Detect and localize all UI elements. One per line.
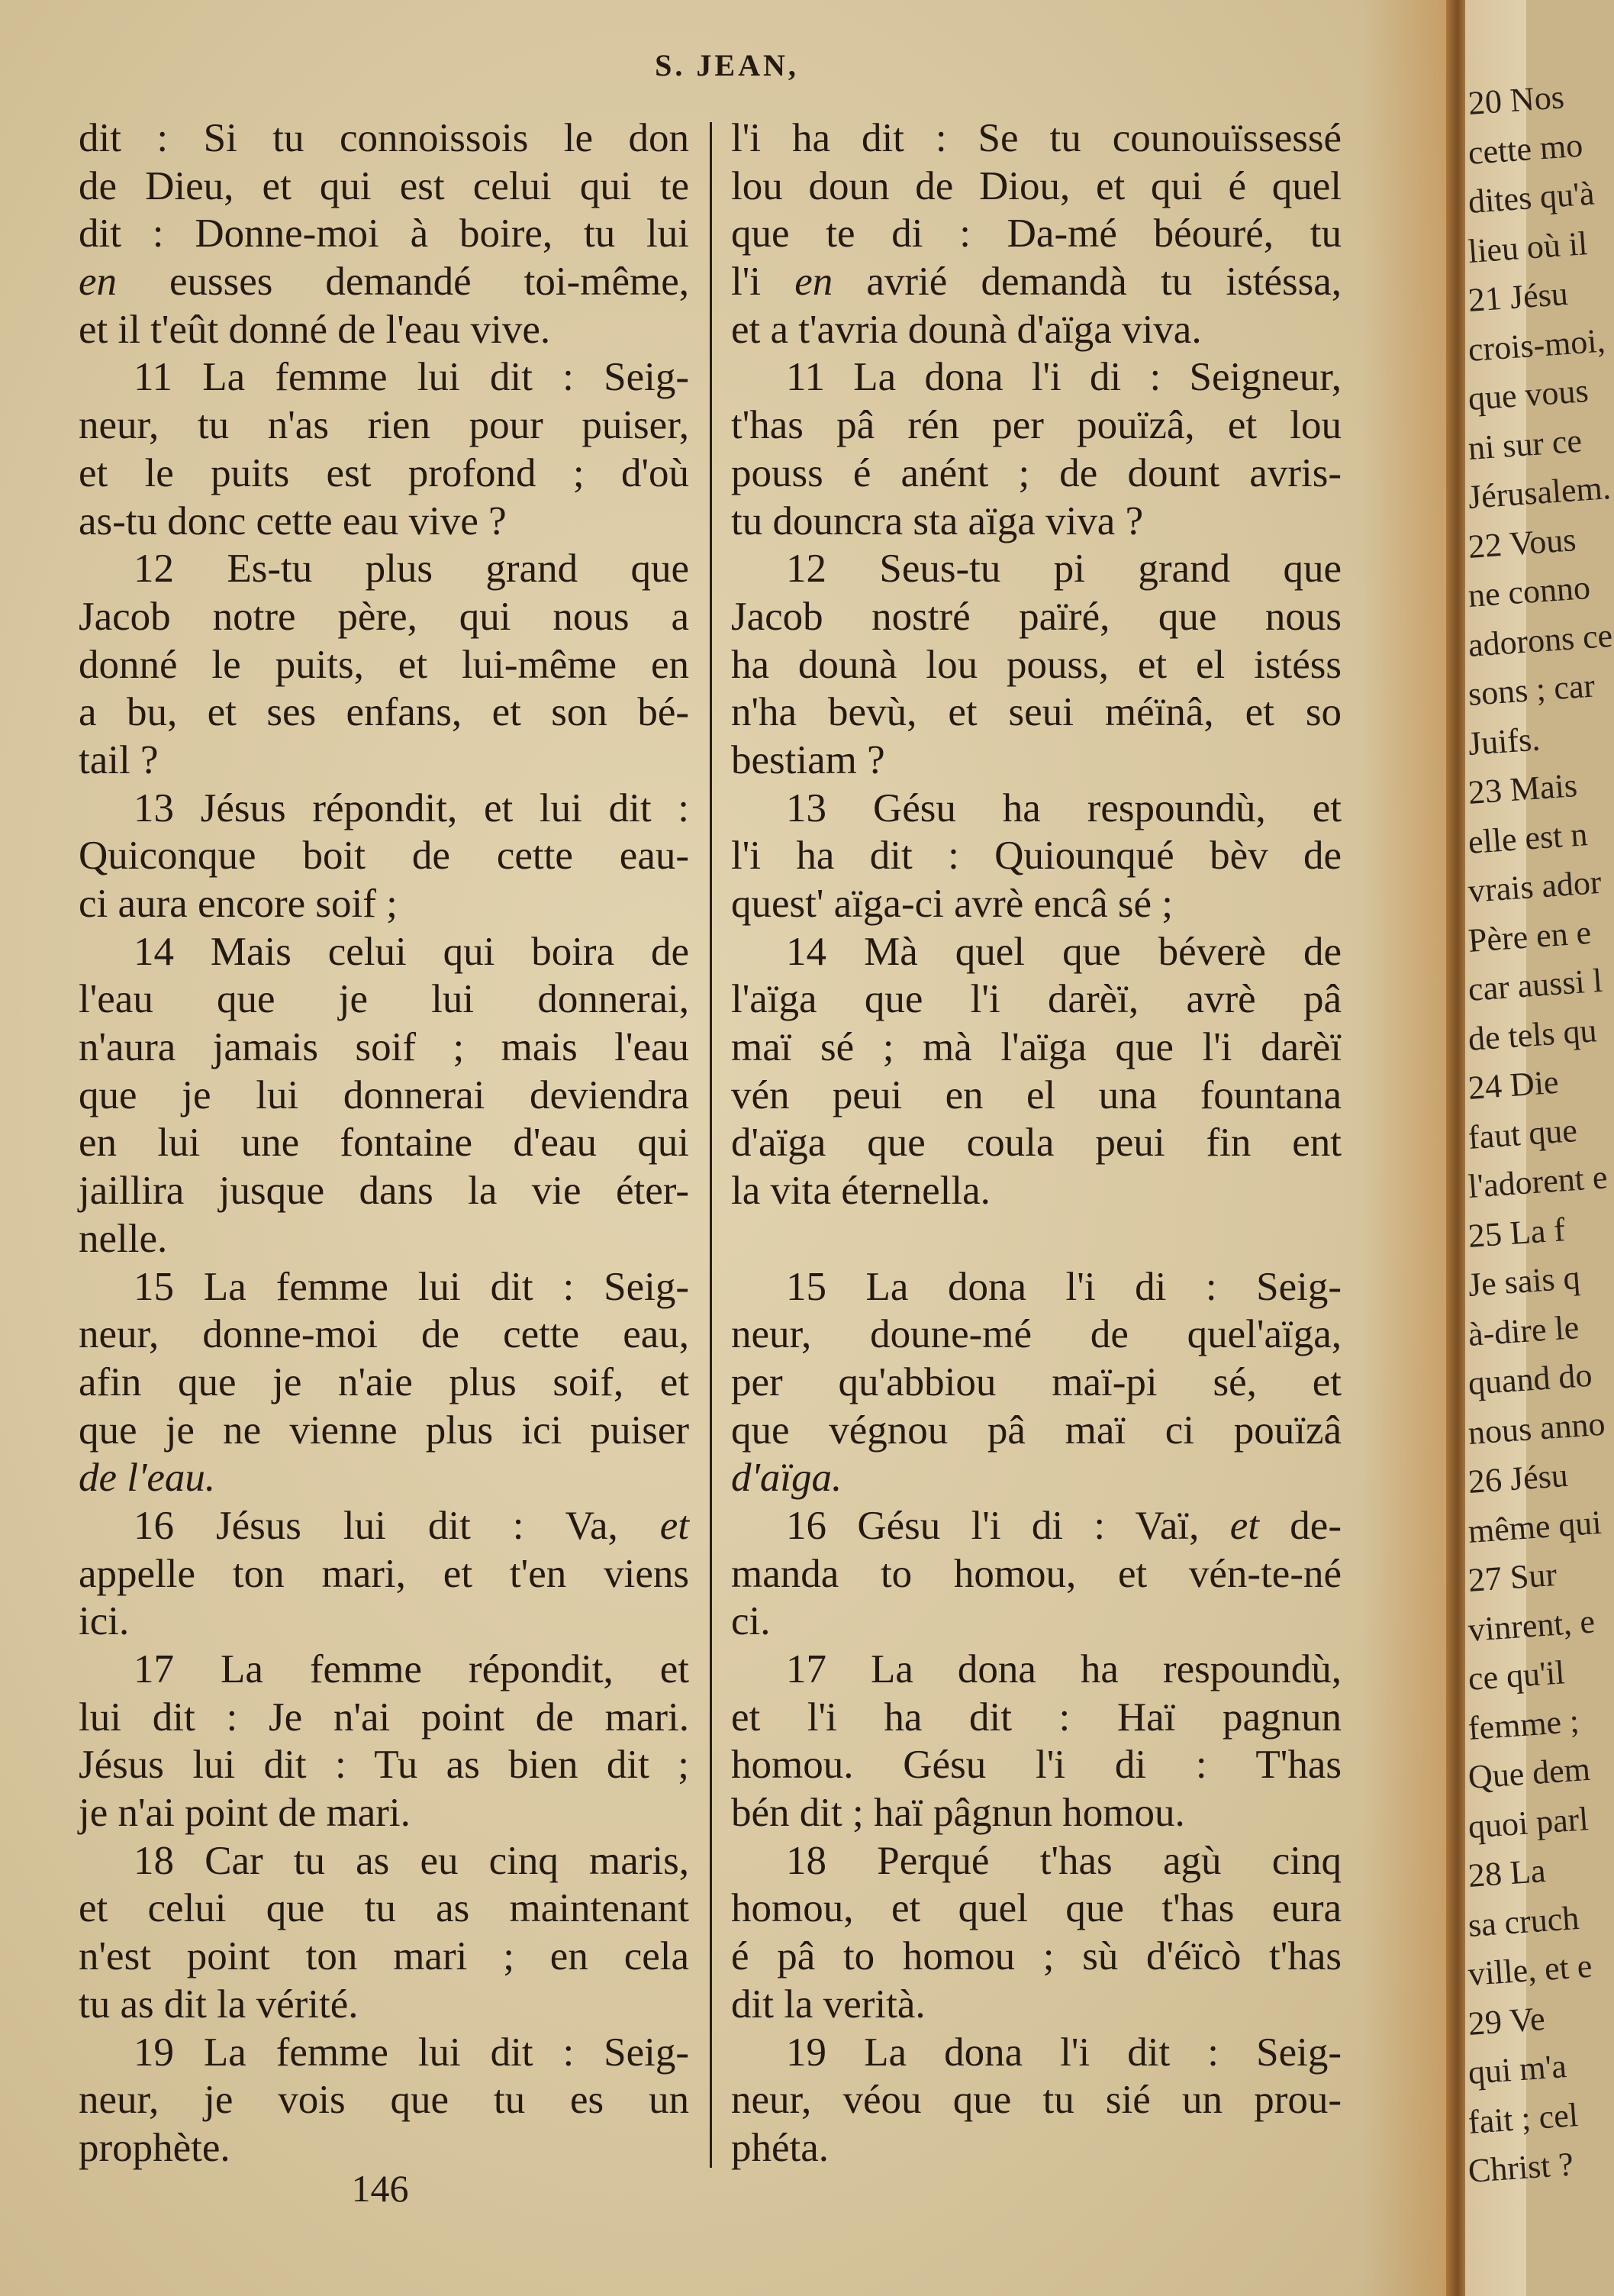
nicard-text-line: d'aïga que coula peui fin ent: [731, 1121, 1342, 1166]
french-text-line: l'eau que je lui donnerai,: [79, 977, 689, 1022]
nicard-text-line: que te di : Da-mé béouré, tu: [731, 211, 1342, 256]
nicard-text-line: bén dit ; haï pâgnun homou.: [731, 1791, 1185, 1836]
facing-page-fragment: ville, et e: [1467, 1946, 1593, 1993]
facing-page-fragment: même qui: [1467, 1503, 1603, 1550]
facing-page-edge: [1465, 0, 1614, 2296]
facing-page-fragment: à-dire le: [1467, 1308, 1580, 1353]
french-text-line: dit : Si tu connoissois le don: [79, 116, 689, 160]
french-text-line: 15 La femme lui dit : Seig-: [134, 1264, 689, 1309]
nicard-text-line: t'has pâ rén per pouïzâ, et lou: [731, 403, 1342, 448]
nicard-text-line: d'aïga.: [731, 1456, 842, 1501]
nicard-text-line: vén peui en el una fountana: [731, 1072, 1342, 1117]
facing-page-fragment: femme ;: [1467, 1701, 1580, 1747]
nicard-text-line: ci.: [731, 1599, 771, 1644]
french-text-line: 12 Es-tu plus grand que: [134, 547, 689, 592]
nicard-text-line: 14 Mà quel que béverè de: [786, 929, 1342, 974]
nicard-column: [731, 114, 1342, 2172]
facing-page-fragment: fait ; cel: [1467, 2095, 1580, 2141]
french-text-line: et il t'eût donné de l'eau vive.: [79, 307, 551, 352]
french-text-line: de l'eau.: [79, 1456, 216, 1501]
nicard-text-line: 18 Perqué t'has agù cinq: [786, 1838, 1342, 1883]
nicard-text-line: ha dounà lou pouss, et el istéss: [731, 642, 1342, 687]
nicard-text-line: quest' aïga-ci avrè encâ sé ;: [731, 882, 1173, 926]
nicard-text-line: pouss é anént ; de dount avris-: [731, 450, 1342, 495]
nicard-text-line: n'ha bevù, et seui méïnâ, et so: [731, 690, 1342, 735]
french-text-line: je n'ai point de mari.: [79, 1791, 411, 1836]
facing-page-fragment: vinrent, e: [1467, 1601, 1596, 1649]
facing-page-fragment: de tels qu: [1467, 1011, 1598, 1058]
facing-page-fragment: car aussi l: [1467, 961, 1604, 1008]
nicard-text-line: é pâ to homou ; sù d'éïcò t'has: [731, 1934, 1342, 1979]
nicard-text-line: 13 Gésu ha respoundù, et: [786, 785, 1342, 830]
french-text-line: ci aura encore soif ;: [79, 882, 398, 926]
nicard-text-line: et a t'avria dounà d'aïga viva.: [731, 307, 1202, 352]
nicard-text-line: et l'i ha dit : Haï pagnun: [731, 1695, 1342, 1740]
facing-page-fragment: quoi parl: [1467, 1799, 1590, 1846]
facing-page-fragment: Père en e: [1467, 913, 1593, 959]
french-text-line: 13 Jésus répondit, et lui dit :: [134, 785, 689, 830]
nicard-text-line: l'aïga que l'i darèï, avrè pâ: [731, 977, 1342, 1022]
french-text-line: a bu, et ses enfans, et son bé-: [79, 690, 689, 735]
nicard-text-line: phéta.: [731, 2125, 830, 2170]
facing-page-fragment: vrais ador: [1467, 863, 1603, 910]
facing-page-fragment: ni sur ce: [1467, 421, 1583, 467]
facing-page-fragment: 24 Die: [1467, 1063, 1560, 1107]
nicard-text-line: l'i ha dit : Se tu counouïssessé: [731, 116, 1342, 160]
facing-page-fragment: cette mo: [1467, 126, 1584, 172]
nicard-text-line: bestiam ?: [731, 737, 885, 782]
nicard-text-line: manda to homou, et vén-te-né: [731, 1551, 1342, 1596]
french-text-line: Jacob notre père, qui nous a: [79, 594, 689, 639]
french-text-line: et le puits est profond ; d'où: [79, 450, 689, 495]
facing-page-fragment: 21 Jésu: [1467, 274, 1570, 319]
french-text-line: prophète.: [79, 2125, 230, 2170]
french-text-line: Quiconque boit de cette eau-: [79, 834, 689, 879]
facing-page-fragment: 22 Vous: [1467, 520, 1577, 566]
nicard-text-line: 12 Seus-tu pi grand que: [786, 547, 1342, 592]
nicard-text-line: homou, et quel que t'has eura: [731, 1886, 1342, 1931]
nicard-text-line: 11 La dona l'i di : Seigneur,: [786, 355, 1342, 400]
french-text-line: 16 Jésus lui dit : Va, et: [134, 1503, 689, 1548]
facing-page-fragment: Christ ?: [1467, 2145, 1575, 2190]
french-text-line: afin que je n'aie plus soif, et: [79, 1359, 689, 1404]
french-text-line: Jésus lui dit : Tu as bien dit ;: [79, 1743, 689, 1788]
facing-page-fragment: 27 Sur: [1467, 1555, 1558, 1599]
nicard-text-line: dit la verità.: [731, 1982, 926, 2027]
facing-page-fragment: que vous: [1467, 372, 1590, 418]
french-text-line: en lui une fontaine d'eau qui: [79, 1121, 689, 1166]
french-text-line: 11 La femme lui dit : Seig-: [134, 355, 689, 400]
facing-page-fragment: adorons ce: [1467, 616, 1614, 664]
facing-page-fragment: faut que: [1467, 1111, 1579, 1156]
french-text-line: as-tu donc cette eau vive ?: [79, 498, 507, 543]
facing-page-fragment: sa cruch: [1467, 1898, 1580, 1944]
facing-page-fragment: Je sais q: [1467, 1258, 1582, 1304]
nicard-text-line: l'i ha dit : Quiounqué bèv de: [731, 834, 1342, 879]
french-text-line: lui dit : Je n'ai point de mari.: [79, 1695, 689, 1740]
facing-page-fragment: elle est n: [1467, 814, 1589, 861]
french-text-line: jaillira jusque dans la vie éter-: [79, 1169, 689, 1214]
facing-page-fragment: 23 Mais: [1467, 766, 1579, 811]
facing-page-fragment: qui m'a: [1467, 2047, 1568, 2091]
french-text-line: et celui que tu as maintenant: [79, 1886, 689, 1931]
facing-page-fragment: 25 La f: [1467, 1210, 1567, 1255]
nicard-text-line: homou. Gésu l'i di : T'has: [731, 1743, 1342, 1788]
facing-page-fragment: quand do: [1467, 1356, 1593, 1402]
nicard-text-line: neur, doune-mé de quel'aïga,: [731, 1312, 1342, 1357]
french-text-line: appelle ton mari, et t'en viens: [79, 1551, 689, 1596]
page-number: 146: [351, 2167, 409, 2210]
facing-page-fragment: dites qu'à: [1467, 174, 1596, 221]
french-text-line: 19 La femme lui dit : Seig-: [134, 2030, 689, 2075]
nicard-text-line: 19 La dona l'i dit : Seig-: [786, 2030, 1342, 2075]
french-text-line: neur, donne-moi de cette eau,: [79, 1312, 689, 1357]
nicard-text-line: maï sé ; mà l'aïga que l'i darèï: [731, 1025, 1342, 1070]
nicard-text-line: 17 La dona ha respoundù,: [786, 1647, 1342, 1691]
facing-page-fragment: crois-moi,: [1467, 321, 1606, 369]
nicard-text-line: neur, véou que tu sié un prou-: [731, 2078, 1342, 2123]
nicard-text-line: [731, 1215, 1342, 1263]
french-text-line: de Dieu, et qui est celui qui te: [79, 163, 689, 208]
french-text-line: en eusses demandé toi-même,: [79, 260, 689, 305]
french-text-line: 17 La femme répondit, et: [134, 1647, 689, 1691]
facing-page-fragment: 26 Jésu: [1467, 1456, 1570, 1501]
nicard-text-line: 16 Gésu l'i di : Vaï, et de-: [786, 1503, 1342, 1548]
facing-page-fragment: lieu où il: [1467, 224, 1589, 270]
facing-page-fragment: Jérusalem.: [1467, 469, 1612, 516]
facing-page-fragment: l'adorent e: [1467, 1158, 1609, 1205]
french-text-line: n'est point ton mari ; en cela: [79, 1934, 689, 1979]
nicard-text-line: lou doun de Diou, et qui é quel: [731, 163, 1342, 208]
facing-page-fragment: 28 La: [1467, 1851, 1547, 1895]
french-text-line: neur, je vois que tu es un: [79, 2078, 689, 2123]
nicard-text-line: per qu'abbiou maï-pi sé, et: [731, 1359, 1342, 1404]
facing-page-fragment: ne conno: [1467, 568, 1592, 614]
facing-page-fragment: Que dem: [1467, 1749, 1592, 1796]
facing-page-fragment: 20 Nos: [1467, 78, 1566, 122]
french-text-line: dit : Donne-moi à boire, tu lui: [79, 211, 689, 256]
french-text-line: donné le puits, et lui-même en: [79, 642, 689, 687]
nicard-text-line: l'i en avrié demandà tu istéssa,: [731, 260, 1342, 305]
nicard-text-line: tu douncra sta aïga viva ?: [731, 498, 1144, 543]
facing-page-fragment: sons ; car: [1467, 666, 1596, 713]
nicard-text-line: que végnou pâ maï ci pouïzâ: [731, 1408, 1342, 1453]
french-text-line: neur, tu n'as rien pour puiser,: [79, 403, 689, 448]
facing-page-fragment: ce qu'il: [1467, 1653, 1566, 1698]
french-text-line: que je ne vienne plus ici puiser: [79, 1408, 689, 1453]
french-text-line: 14 Mais celui qui boira de: [134, 929, 689, 974]
facing-page-fragment: nous anno: [1467, 1404, 1606, 1452]
nicard-text-line: Jacob nostré païré, que nous: [731, 594, 1342, 639]
french-text-line: ici.: [79, 1599, 130, 1644]
french-text-line: que je lui donnerai deviendra: [79, 1072, 689, 1117]
french-text-line: 18 Car tu as eu cinq maris,: [134, 1838, 689, 1883]
nicard-text-line: 15 La dona l'i di : Seig-: [786, 1264, 1342, 1309]
nicard-text-line: la vita éternella.: [731, 1169, 991, 1214]
running-head: S. JEAN,: [655, 48, 799, 82]
facing-page-fragment: Juifs.: [1467, 719, 1542, 763]
french-text-line: n'aura jamais soif ; mais l'eau: [79, 1025, 689, 1070]
french-column: [79, 114, 689, 2172]
french-text-line: tail ?: [79, 737, 159, 782]
french-text-line: nelle.: [79, 1216, 168, 1261]
column-rule: [710, 122, 712, 2168]
french-text-line: tu as dit la vérité.: [79, 1982, 359, 2027]
facing-page-fragment: 29 Ve: [1467, 1999, 1547, 2043]
